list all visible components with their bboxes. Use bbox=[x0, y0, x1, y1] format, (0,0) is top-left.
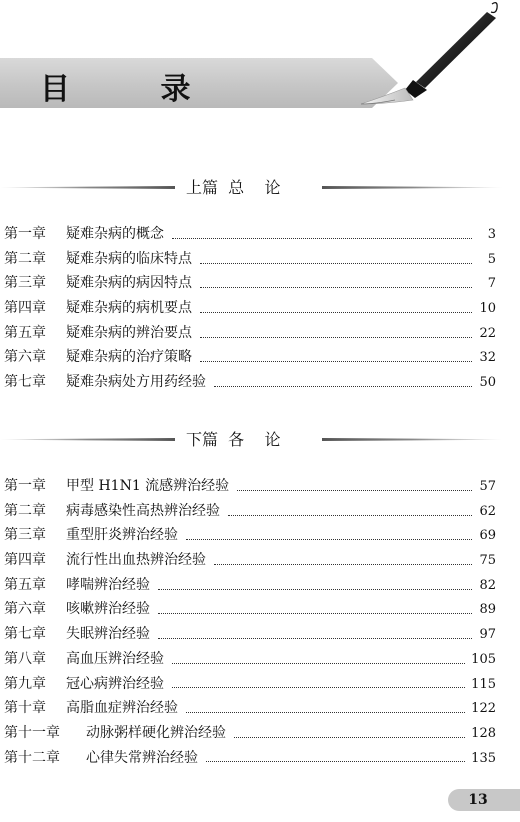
toc-entry[interactable] bbox=[4, 474, 496, 499]
chapter-title: 高脂血症辨治经验 bbox=[66, 700, 178, 717]
chapter-number: 第七章 bbox=[4, 374, 46, 391]
toc-entry[interactable] bbox=[4, 746, 496, 771]
page-number-badge bbox=[448, 789, 520, 811]
toc-entry[interactable] bbox=[4, 370, 496, 395]
toc-entry[interactable] bbox=[4, 721, 496, 746]
page-number: 69 bbox=[479, 528, 496, 544]
toc-entry[interactable] bbox=[4, 672, 496, 697]
toc-entry[interactable] bbox=[4, 296, 496, 321]
leader-dots bbox=[186, 712, 465, 713]
chapter-number: 第一章 bbox=[4, 478, 46, 494]
leader-dots bbox=[200, 337, 472, 338]
page-number: 32 bbox=[479, 350, 496, 366]
chapter-title: 疑难杂病的临床特点 bbox=[66, 250, 192, 267]
chapter-title: 冠心病辨治经验 bbox=[66, 675, 164, 692]
section-heading-part1 bbox=[0, 175, 520, 199]
chapter-number: 第九章 bbox=[4, 675, 46, 692]
chapter-title: 病毒感染性高热辨治经验 bbox=[66, 502, 220, 519]
leader-dots bbox=[200, 287, 472, 288]
chapter-number: 第八章 bbox=[4, 650, 46, 667]
page-number: 7 bbox=[487, 276, 496, 292]
calligraphy-brush-icon bbox=[355, 0, 520, 120]
page-number: 75 bbox=[479, 553, 496, 569]
page-number: 50 bbox=[479, 375, 496, 391]
page-number: 62 bbox=[479, 503, 496, 519]
chapter-number: 第三章 bbox=[4, 275, 46, 292]
page-number: 89 bbox=[479, 602, 496, 618]
toc-entry[interactable] bbox=[4, 573, 496, 598]
footer-page-number: 13 bbox=[468, 792, 488, 808]
chapter-title: 疑难杂病的治疗策略 bbox=[66, 349, 192, 366]
chapter-title: 重型肝炎辨治经验 bbox=[66, 527, 178, 544]
chapter-title: 心律失常辨治经验 bbox=[86, 749, 198, 766]
toc-entry[interactable] bbox=[4, 222, 496, 247]
heading-rule-left bbox=[0, 438, 175, 441]
page-number: 135 bbox=[471, 750, 496, 766]
leader-dots bbox=[158, 589, 472, 590]
chapter-title: 高血压辨治经验 bbox=[66, 650, 164, 667]
chapter-number: 第十一章 bbox=[4, 724, 60, 741]
toc-entry[interactable] bbox=[4, 271, 496, 296]
toc-entry[interactable] bbox=[4, 247, 496, 272]
toc-entry[interactable] bbox=[4, 345, 496, 370]
leader-dots bbox=[234, 737, 465, 738]
toc-entry[interactable] bbox=[4, 523, 496, 548]
page-number: 57 bbox=[479, 479, 496, 494]
chapter-number: 第十二章 bbox=[4, 749, 60, 766]
leader-dots bbox=[214, 564, 472, 565]
page-number: 115 bbox=[471, 676, 496, 692]
chapter-number: 第二章 bbox=[4, 502, 46, 519]
toc-list-part1 bbox=[4, 222, 496, 395]
page-number: 5 bbox=[487, 251, 496, 267]
chapter-title: 流行性出血热辨治经验 bbox=[66, 552, 206, 569]
page-number: 105 bbox=[471, 651, 496, 667]
leader-dots bbox=[158, 613, 472, 614]
toc-entry[interactable] bbox=[4, 321, 496, 346]
section-title: 上篇 总 论 bbox=[186, 178, 281, 197]
chapter-title: 疑难杂病处方用药经验 bbox=[66, 374, 206, 391]
page-title: 目 录 bbox=[40, 72, 231, 107]
chapter-title: 疑难杂病的病因特点 bbox=[66, 275, 192, 292]
chapter-title: 甲型 H1N1 流感辨治经验 bbox=[66, 478, 230, 494]
leader-dots bbox=[200, 312, 472, 313]
chapter-number: 第三章 bbox=[4, 527, 46, 544]
leader-dots bbox=[186, 539, 472, 540]
chapter-number: 第二章 bbox=[4, 250, 46, 267]
chapter-number: 第六章 bbox=[4, 349, 46, 366]
toc-entry[interactable] bbox=[4, 548, 496, 573]
chapter-number: 第四章 bbox=[4, 552, 46, 569]
page-number: 10 bbox=[479, 301, 496, 317]
leader-dots bbox=[172, 238, 472, 239]
leader-dots bbox=[172, 687, 465, 688]
toc-entry[interactable] bbox=[4, 647, 496, 672]
chapter-title: 咳嗽辨治经验 bbox=[66, 601, 150, 618]
chapter-title: 哮喘辨治经验 bbox=[66, 576, 150, 593]
heading-rule-right bbox=[322, 438, 502, 441]
section-heading-part2 bbox=[0, 427, 520, 451]
chapter-title: 疑难杂病的病机要点 bbox=[66, 300, 192, 317]
leader-dots bbox=[172, 663, 465, 664]
leader-dots bbox=[206, 761, 465, 762]
chapter-number: 第一章 bbox=[4, 226, 46, 242]
toc-entry[interactable] bbox=[4, 622, 496, 647]
chapter-title: 疑难杂病的辨治要点 bbox=[66, 324, 192, 341]
page-number: 128 bbox=[471, 725, 496, 741]
page-number: 97 bbox=[479, 627, 496, 643]
toc-entry[interactable] bbox=[4, 499, 496, 524]
leader-dots bbox=[214, 386, 472, 387]
chapter-number: 第十章 bbox=[4, 700, 46, 717]
heading-rule-left bbox=[0, 186, 175, 189]
leader-dots bbox=[228, 515, 472, 516]
leader-dots bbox=[158, 638, 472, 639]
toc-entry[interactable] bbox=[4, 696, 496, 721]
chapter-number: 第七章 bbox=[4, 626, 46, 643]
chapter-title: 失眠辨治经验 bbox=[66, 626, 150, 643]
chapter-title: 疑难杂病的概念 bbox=[66, 226, 164, 242]
page-number: 82 bbox=[479, 577, 496, 593]
leader-dots bbox=[200, 361, 472, 362]
chapter-number: 第六章 bbox=[4, 601, 46, 618]
leader-dots bbox=[200, 263, 472, 264]
heading-rule-right bbox=[322, 186, 502, 189]
leader-dots bbox=[237, 490, 472, 491]
chapter-title: 动脉粥样硬化辨治经验 bbox=[86, 724, 226, 741]
page-number: 3 bbox=[487, 227, 496, 242]
toc-list-part2 bbox=[4, 474, 496, 770]
chapter-number: 第四章 bbox=[4, 300, 46, 317]
chapter-number: 第五章 bbox=[4, 324, 46, 341]
page-number: 22 bbox=[479, 325, 496, 341]
toc-entry[interactable] bbox=[4, 597, 496, 622]
page-number: 122 bbox=[471, 701, 496, 717]
section-title: 下篇 各 论 bbox=[186, 430, 281, 449]
chapter-number: 第五章 bbox=[4, 576, 46, 593]
